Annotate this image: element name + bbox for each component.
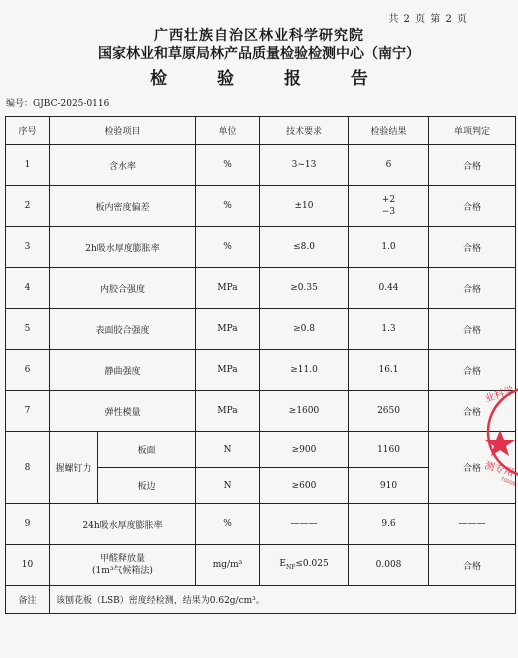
row-requirement: ≤8.0 bbox=[260, 227, 349, 268]
row-item bbox=[50, 545, 196, 586]
row-unit: MPa bbox=[196, 268, 260, 309]
row-requirement: ≥600 bbox=[260, 468, 349, 504]
row-requirement: ≥1600 bbox=[260, 391, 349, 432]
header-verdict: 单项判定 bbox=[429, 117, 516, 145]
row-verdict: 合格 bbox=[429, 545, 516, 586]
remark-row bbox=[6, 586, 516, 614]
row-unit: mg/m³ bbox=[196, 545, 260, 586]
row-item: 24h吸水厚度膨胀率 bbox=[50, 504, 196, 545]
row-unit: N bbox=[196, 432, 260, 468]
row-unit: MPa bbox=[196, 309, 260, 350]
row-unit: % bbox=[196, 227, 260, 268]
item-name: 甲醛释放量 bbox=[100, 554, 146, 564]
row-result: 16.1 bbox=[349, 350, 429, 391]
table-row bbox=[6, 145, 516, 186]
row-item: 握螺钉力 bbox=[50, 432, 98, 504]
row-unit: N bbox=[196, 468, 260, 504]
row-result: 0.008 bbox=[349, 545, 429, 586]
row-requirement: 3~13 bbox=[260, 145, 349, 186]
row-verdict: 合格 bbox=[429, 391, 516, 432]
row-requirement: ≥0.8 bbox=[260, 309, 349, 350]
row-no: 7 bbox=[6, 391, 50, 432]
table-row bbox=[6, 268, 516, 309]
row-unit: % bbox=[196, 186, 260, 227]
stamp-text-bottom: 测专用 bbox=[483, 460, 516, 480]
row-requirement bbox=[260, 545, 349, 586]
row-no: 6 bbox=[6, 350, 50, 391]
row-no: 1 bbox=[6, 145, 50, 186]
row-item: 2h吸水厚度膨胀率 bbox=[50, 227, 196, 268]
result-upper-deviation: +2 bbox=[381, 195, 396, 205]
row-item: 板内密度偏差 bbox=[50, 186, 196, 227]
row-requirement: ≥900 bbox=[260, 432, 349, 468]
req-suffix: ≤0.025 bbox=[295, 559, 329, 570]
row-item: 内胶合强度 bbox=[50, 268, 196, 309]
remark-label: 备注 bbox=[6, 586, 50, 614]
report-title: 检 验 报 告 bbox=[150, 69, 390, 89]
row-item: 弹性模量 bbox=[50, 391, 196, 432]
row-requirement: ——— bbox=[260, 504, 349, 545]
row-result bbox=[349, 186, 429, 227]
row-result: 1.3 bbox=[349, 309, 429, 350]
row-no: 8 bbox=[6, 432, 50, 504]
stamp-star-icon bbox=[485, 430, 515, 456]
result-lower-deviation: −3 bbox=[381, 207, 396, 217]
row-no: 5 bbox=[6, 309, 50, 350]
row-item: 含水率 bbox=[50, 145, 196, 186]
row-subitem: 板面 bbox=[98, 432, 196, 468]
table-row bbox=[6, 432, 516, 468]
row-unit: MPa bbox=[196, 350, 260, 391]
row-result: 2650 bbox=[349, 391, 429, 432]
header-requirement: 技术要求 bbox=[260, 117, 349, 145]
table-row bbox=[6, 186, 516, 227]
header-no: 序号 bbox=[6, 117, 50, 145]
row-no: 4 bbox=[6, 268, 50, 309]
row-unit: MPa bbox=[196, 391, 260, 432]
row-verdict: ——— bbox=[429, 504, 516, 545]
header-item: 检验项目 bbox=[50, 117, 196, 145]
table-row bbox=[6, 504, 516, 545]
row-item: 静曲强度 bbox=[50, 350, 196, 391]
remark-text: 该刨花板（LSB）密度经检测，结果为0.62g/cm³。 bbox=[50, 586, 516, 614]
row-result: 1160 bbox=[349, 432, 429, 468]
req-prefix: E bbox=[279, 559, 286, 570]
header-result: 检验结果 bbox=[349, 117, 429, 145]
institute-name: 广西壮族自治区林业科学研究院 bbox=[154, 28, 364, 44]
row-verdict: 合格 bbox=[429, 227, 516, 268]
row-item: 表面胶合强度 bbox=[50, 309, 196, 350]
row-result: 0.44 bbox=[349, 268, 429, 309]
stamp-code: 70009 bbox=[499, 476, 517, 488]
row-verdict: 合格 bbox=[429, 309, 516, 350]
table-row bbox=[6, 391, 516, 432]
row-no: 3 bbox=[6, 227, 50, 268]
inspection-seal-stamp bbox=[478, 382, 518, 488]
row-verdict: 合格 bbox=[429, 186, 516, 227]
table-header-row bbox=[6, 117, 516, 145]
table-row bbox=[6, 227, 516, 268]
row-result: 9.6 bbox=[349, 504, 429, 545]
page-indicator: 共 2 页 第 2 页 bbox=[388, 14, 468, 25]
req-subscript: NF bbox=[285, 563, 296, 571]
row-requirement: ±10 bbox=[260, 186, 349, 227]
row-result: 910 bbox=[349, 468, 429, 504]
row-requirement: ≥0.35 bbox=[260, 268, 349, 309]
row-verdict: 合格 bbox=[429, 268, 516, 309]
row-verdict: 合格 bbox=[429, 145, 516, 186]
header-unit: 单位 bbox=[196, 117, 260, 145]
report-number: 编号：GJBC-2025-0116 bbox=[6, 99, 110, 109]
row-requirement: ≥11.0 bbox=[260, 350, 349, 391]
row-verdict: 合格 bbox=[429, 432, 516, 504]
row-unit: % bbox=[196, 145, 260, 186]
table-row bbox=[6, 545, 516, 586]
row-no: 2 bbox=[6, 186, 50, 227]
stamp-text-top: 业科学 bbox=[483, 385, 516, 405]
item-method: (1m³气候箱法) bbox=[92, 566, 153, 576]
row-result: 6 bbox=[349, 145, 429, 186]
row-no: 10 bbox=[6, 545, 50, 586]
row-unit: % bbox=[196, 504, 260, 545]
center-name: 国家林业和草原局林产品质量检验检测中心（南宁） bbox=[98, 46, 420, 62]
row-subitem: 板边 bbox=[98, 468, 196, 504]
row-verdict: 合格 bbox=[429, 350, 516, 391]
row-no: 9 bbox=[6, 504, 50, 545]
table-row bbox=[6, 350, 516, 391]
table-row bbox=[6, 309, 516, 350]
inspection-table bbox=[5, 116, 516, 614]
row-result: 1.0 bbox=[349, 227, 429, 268]
